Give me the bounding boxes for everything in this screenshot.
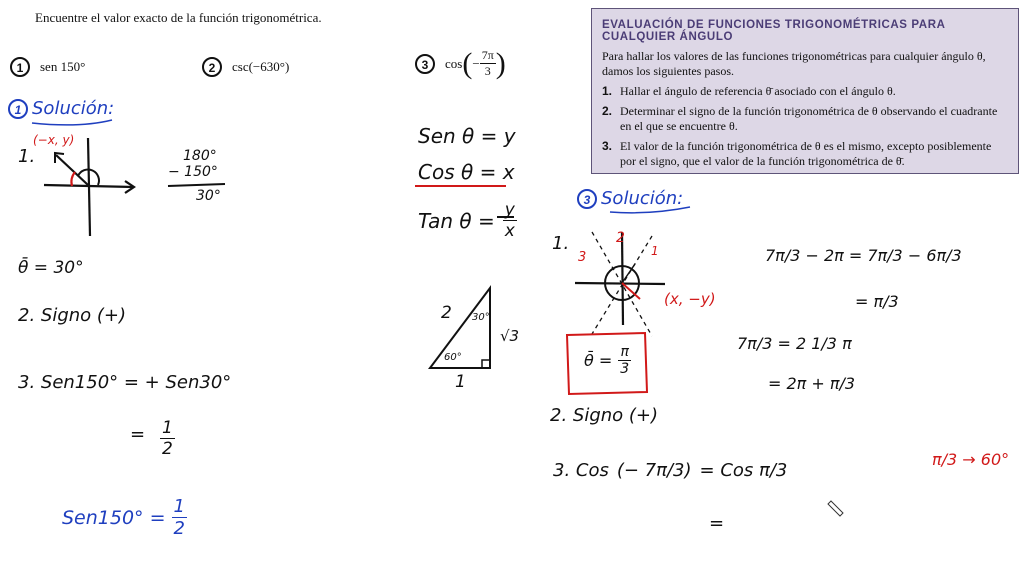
sol3-step3-arg: (− 7π/3): [616, 460, 692, 481]
theory-title: EVALUACIÓN DE FUNCIONES TRIGONOMÉTRICAS PARA CUALQUIER ÁNGULO: [602, 19, 946, 43]
sol3-eq2: =: [709, 513, 725, 534]
sol3-step2: 2. Signo (+): [550, 405, 659, 426]
final-num: 1: [173, 496, 185, 517]
sol1-final: [62, 496, 187, 539]
theory-step-1-text: Hallar el ángulo de referencia θ̄ asociado con el ángulo θ.: [620, 84, 896, 98]
red-note: π/3 → 60°: [932, 450, 1010, 469]
problem-2-number: 2: [202, 57, 222, 77]
theory-step-1-number: 1.: [602, 84, 613, 98]
tri-hyp: 2: [441, 303, 452, 323]
theta-box-content: [584, 344, 631, 377]
instruction-text: Encuentre el valor exacto de la función trigonométrica.: [35, 10, 322, 25]
sol3-q2: 2: [616, 230, 625, 246]
calc-line-2: = π/3: [855, 292, 899, 311]
calc-line-1: 7π/3 − 2π = 7π/3 − 6π/3: [765, 246, 962, 265]
sol3-step3-prefix: 3. Cos: [553, 460, 609, 481]
final-den: 2: [173, 518, 185, 539]
sol3-circle: 3: [577, 189, 597, 209]
sol3-step3: [553, 460, 787, 481]
def-tan: [418, 200, 517, 241]
sol1-eq: =: [130, 424, 146, 445]
tri-bottom-angle: 60°: [444, 352, 462, 363]
box-lhs: θ̄ =: [584, 351, 613, 370]
sol3-heading: [577, 188, 683, 209]
calc-line-3: 7π/3 = 2 1/3 π: [737, 334, 852, 353]
pen-cursor-icon: [828, 501, 843, 516]
problem-1-expression: sen 150°: [40, 59, 86, 74]
sol1-step1: 1.: [18, 146, 36, 167]
sol1-circle: 1: [8, 99, 28, 119]
box-num: π: [618, 344, 631, 361]
sub-line: [168, 184, 225, 186]
theory-step-2-text: Determinar el signo de la función trigonométrica de θ observando el cuadrante en el que se encuentre θ.: [620, 104, 998, 133]
def-sen: Sen θ = y: [418, 124, 516, 148]
sol3-step3-rhs: = Cos π/3: [699, 460, 788, 481]
final-lhs: Sen150° =: [62, 506, 166, 529]
sub-mid: − 150°: [168, 164, 218, 180]
sol1-heading: [8, 98, 114, 119]
half-num: 1: [162, 418, 173, 438]
sol3-q3: 3: [578, 250, 587, 265]
tri-side: √3: [500, 327, 520, 345]
sol1-step3: 3. Sen150° = + Sen30°: [18, 372, 232, 393]
theory-step-3-number: 3.: [602, 139, 613, 153]
sol3-q1: 1: [651, 244, 659, 258]
theta-bar-1: θ̄ = 30°: [18, 258, 84, 278]
calc-line-4: = 2π + π/3: [768, 374, 856, 393]
sol1-point-label: (−x, y): [33, 133, 75, 147]
theory-step-3-text: El valor de la función trigonométrica de θ es el mismo, excepto posiblemente por el signo, que el valor de la función trigonométrica de θ̄.: [620, 139, 992, 168]
problem-3-den: 3: [484, 64, 491, 78]
def-cos: Cos θ = x: [418, 160, 515, 184]
sub-res: 30°: [196, 188, 221, 204]
sub-top: 180°: [183, 148, 217, 164]
tri-base: 1: [455, 372, 466, 392]
def-tan-lhs: Tan θ =: [418, 208, 495, 233]
sol1-underline: [32, 120, 112, 125]
problem-3-sign: −: [472, 55, 480, 71]
problem-2-expression: csc(−630°): [232, 59, 290, 74]
problem-1-number: 1: [10, 57, 30, 77]
problem-3-fn: cos: [445, 55, 463, 71]
sol1-ref-arc: [71, 172, 75, 186]
theory-step-2-number: 2.: [602, 104, 613, 118]
def-tan-den: x: [504, 221, 515, 241]
sol1-half: [160, 418, 175, 459]
problem-3-num: 7π: [481, 48, 494, 62]
sol1-step2: 2. Signo (+): [18, 305, 127, 326]
sol3-title: Solución:: [601, 188, 684, 209]
sol1-title: Solución:: [32, 98, 115, 119]
tri-top-angle: 30°: [472, 312, 490, 323]
def-tan-num: y: [504, 200, 515, 220]
box-den: 3: [620, 361, 630, 377]
sol3-step1: 1.: [552, 233, 570, 254]
problem-3-number: 3: [415, 54, 435, 74]
problem-3-expression: cos ( − $\frac{7\pi}{3}$ ): [445, 46, 506, 80]
theory-intro: Para hallar los valores de las funciones trigonométricas para cualquier ángulo θ, damos los siguientes pasos.: [602, 49, 986, 78]
half-den: 2: [162, 439, 173, 459]
sol3-point: (x, −y): [664, 290, 716, 308]
